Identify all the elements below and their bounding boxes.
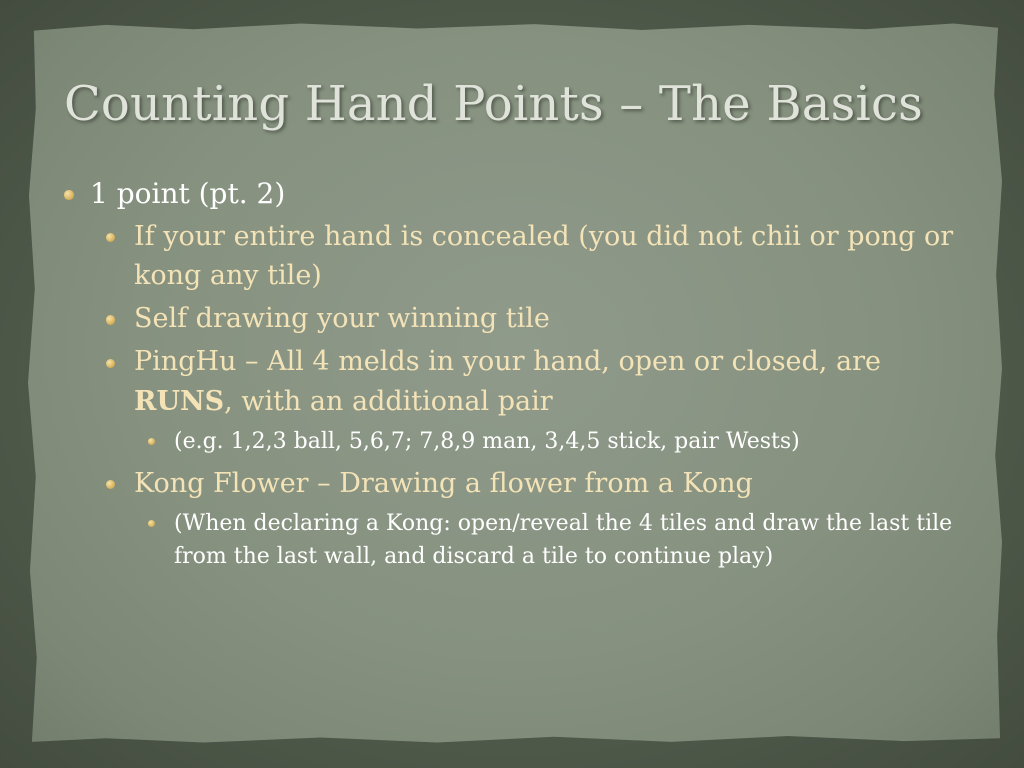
bullet-text: , with an additional pair — [224, 385, 553, 417]
bullet-dot-icon — [106, 315, 115, 324]
sub-bullet-item — [106, 299, 982, 338]
bullet-emphasis: RUNS — [134, 385, 225, 417]
bullet-text: (e.g. 1,2,3 ball, 5,6,7; 7,8,9 man, 3,4,5 stick, pair Wests) — [174, 428, 800, 454]
bullet-text: (When declaring a Kong: open/reveal the 4 tiles and draw the last tile from the last wall, and discard a tile to continue play) — [174, 510, 953, 569]
bullet-dot-icon — [148, 520, 155, 527]
bullet-text: Kong Flower – Drawing a flower from a Kong — [134, 467, 753, 499]
bullet-text: PingHu – All 4 melds in your hand, open or closed, are — [134, 346, 881, 378]
bullet-item — [62, 176, 982, 213]
sub-sub-bullet-item — [148, 507, 982, 573]
bullet-dot-icon — [106, 480, 115, 489]
sub-bullet-item — [106, 342, 982, 420]
bullet-dot-icon — [148, 438, 155, 445]
bullet-text: If your entire hand is concealed (you did not chii or pong or kong any tile) — [134, 220, 954, 292]
bullet-text: Self drawing your winning tile — [134, 303, 550, 335]
slide-title: Counting Hand Points – The Basics — [64, 76, 923, 132]
sub-bullet-item — [106, 464, 982, 503]
bullet-dot-icon — [64, 190, 74, 200]
sub-sub-bullet-item — [148, 425, 982, 458]
bullet-text: 1 point (pt. 2) — [90, 177, 286, 210]
slide-body — [62, 176, 982, 579]
bullet-dot-icon — [106, 359, 115, 368]
sub-bullet-item — [106, 217, 982, 295]
bullet-dot-icon — [106, 233, 115, 242]
